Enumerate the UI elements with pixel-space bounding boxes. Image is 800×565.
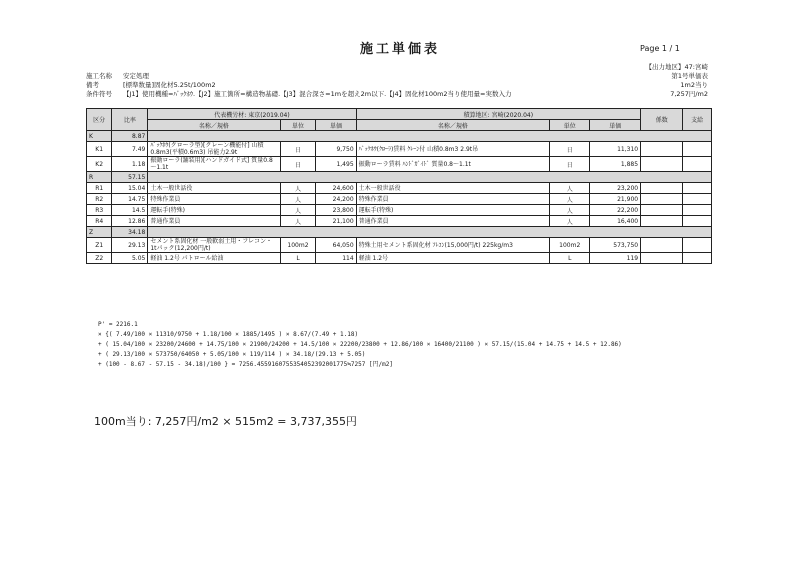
info-values — [123, 72, 512, 99]
table-header-row-2 — [87, 120, 712, 131]
unit-note: 1m2当り — [680, 81, 708, 89]
section-filler — [148, 131, 712, 142]
est-unit-cell: 100m2 — [550, 238, 590, 253]
cost-table — [86, 108, 712, 264]
rep-price-cell: 9,750 — [316, 142, 356, 157]
est-price-cell: 22,200 — [590, 205, 641, 216]
col-rep-group: 代表機労材: 東京(2019.04) — [148, 109, 356, 120]
pay-cell — [683, 142, 712, 157]
condition-text: 【J1】使用機種=ﾊﾞｯｸﾎｳ.【J2】施工箇所=構造物基礎.【J3】混合深さ=1mを超え2m以下.【J4】固化材100m2当り使用量=実数入力 — [123, 90, 512, 98]
result-line: 100m当り: 7,257円/m2 × 515m2 = 3,737,355円 — [94, 415, 357, 428]
section-row — [87, 172, 712, 183]
rep-name-cell: 特殊作業員 — [148, 194, 280, 205]
table-row — [87, 216, 712, 227]
rep-unit-cell: 日 — [280, 157, 316, 172]
section-filler — [148, 227, 712, 238]
sheet-number: 第1号単価表 — [671, 72, 708, 80]
rep-price-cell: 114 — [316, 253, 356, 264]
est-name-cell: 振動ローラ賃料 ﾊﾝﾄﾞｶﾞｲﾄﾞ 質量0.8～1.1t — [356, 157, 550, 172]
est-unit-cell: 人 — [550, 183, 590, 194]
table-body — [87, 131, 712, 264]
rep-name-cell: 普通作業員 — [148, 216, 280, 227]
pay-cell — [683, 194, 712, 205]
work-name-label: 施工名称 — [86, 72, 112, 80]
row-code: R2 — [87, 194, 112, 205]
pay-cell — [683, 157, 712, 172]
est-name-cell: 普通作業員 — [356, 216, 550, 227]
est-name-cell: 特殊作業員 — [356, 194, 550, 205]
calc-line: + (100 - 8.67 - 57.15 - 34.18)/100 } = 7256.45591607553540523920017​75≒7257 [円/m2] — [98, 361, 393, 368]
row-ratio: 14.5 — [112, 205, 148, 216]
row-ratio: 1.18 — [112, 157, 148, 172]
page-title: 施工単価表 — [359, 42, 440, 57]
section-ratio: 34.18 — [112, 227, 148, 238]
est-price-cell: 11,310 — [590, 142, 641, 157]
est-name-cell: 軽油 1.2号 — [356, 253, 550, 264]
table-header-row-1 — [87, 109, 712, 120]
est-price-cell: 21,900 — [590, 194, 641, 205]
rep-price-cell: 23,800 — [316, 205, 356, 216]
row-code: R3 — [87, 205, 112, 216]
rep-price-cell: 21,100 — [316, 216, 356, 227]
row-code: Z2 — [87, 253, 112, 264]
row-ratio: 5.05 — [112, 253, 148, 264]
col-pay: 支給 — [683, 109, 712, 131]
coef-cell — [641, 253, 683, 264]
col-kubun: 区分 — [87, 109, 112, 131]
row-code: R4 — [87, 216, 112, 227]
pay-cell — [683, 183, 712, 194]
section-filler — [148, 172, 712, 183]
row-code: K1 — [87, 142, 112, 157]
pay-cell — [683, 216, 712, 227]
section-row — [87, 131, 712, 142]
condition-label: 条件符号 — [86, 90, 112, 98]
est-unit-cell: 日 — [550, 157, 590, 172]
table-row — [87, 253, 712, 264]
unit-price: 7,257円/m2 — [670, 90, 708, 98]
rep-unit-cell: L — [280, 253, 316, 264]
note-label: 備考 — [86, 81, 99, 89]
col-coef: 係数 — [641, 109, 683, 131]
est-name-cell: ﾊﾞｯｸﾎｳ(ｸﾛｰﾗ)賃料 ｸﾚｰﾝ付 山積0.8m3 2.9t吊 — [356, 142, 550, 157]
row-code: R1 — [87, 183, 112, 194]
rep-price-cell: 24,200 — [316, 194, 356, 205]
table-row — [87, 157, 712, 172]
est-price-cell: 16,400 — [590, 216, 641, 227]
coef-cell — [641, 194, 683, 205]
pay-cell — [683, 205, 712, 216]
rep-unit-cell: 人 — [280, 194, 316, 205]
est-name-cell: 特殊土用セメント系固化材 ﾌﾚｺﾝ(15,000円/t) 225kg/m3 — [356, 238, 550, 253]
rep-price-cell: 1,495 — [316, 157, 356, 172]
table-row — [87, 183, 712, 194]
calc-line: P' = 2216.1 — [98, 321, 138, 328]
rep-unit-cell: 人 — [280, 216, 316, 227]
calc-line: × {( 7.49/100 × 11310/9750 + 1.18/100 × 1885/1495 ) × 8.67/(7.49 + 1.18) — [98, 331, 359, 338]
rep-name-cell: 土木一般世話役 — [148, 183, 280, 194]
output-region: 【出力地区】47:宮崎 — [645, 63, 708, 71]
table-row — [87, 205, 712, 216]
est-unit-cell: 日 — [550, 142, 590, 157]
est-price-cell: 573,750 — [590, 238, 641, 253]
section-code: K — [87, 131, 112, 142]
col-est-price: 単価 — [590, 120, 641, 131]
col-est-group: 積算地区: 宮崎(2020.04) — [356, 109, 640, 120]
est-name-cell: 土木一般世話役 — [356, 183, 550, 194]
est-name-cell: 運転手(特殊) — [356, 205, 550, 216]
coef-cell — [641, 216, 683, 227]
coef-cell — [641, 205, 683, 216]
info-labels — [86, 72, 112, 99]
rep-name-cell: ﾊﾞｯｸﾎｳ(クローラ型)[クレーン機能付] 山積0.8m3(平積0.6m3) 吊能力2.9t — [148, 142, 280, 157]
col-rep-unit: 単位 — [280, 120, 316, 131]
section-ratio: 8.87 — [112, 131, 148, 142]
rep-unit-cell: 日 — [280, 142, 316, 157]
table-row — [87, 238, 712, 253]
calculation-block — [98, 320, 622, 370]
section-code: R — [87, 172, 112, 183]
section-row — [87, 227, 712, 238]
est-unit-cell: L — [550, 253, 590, 264]
est-price-cell: 1,885 — [590, 157, 641, 172]
table-row — [87, 142, 712, 157]
row-ratio: 15.04 — [112, 183, 148, 194]
calc-line: + ( 29.13/100 × 573750/64050 + 5.05/100 × 119/114 ) × 34.18/(29.13 + 5.05) — [98, 351, 366, 358]
rep-name-cell: 軽油 1.2号 パトロール給油 — [148, 253, 280, 264]
table-row — [87, 194, 712, 205]
coef-cell — [641, 183, 683, 194]
row-ratio: 29.13 — [112, 238, 148, 253]
pay-cell — [683, 253, 712, 264]
est-unit-cell: 人 — [550, 216, 590, 227]
note-text: [標準数量]固化材5.25t/100m2 — [123, 81, 216, 89]
est-price-cell: 23,200 — [590, 183, 641, 194]
est-unit-cell: 人 — [550, 194, 590, 205]
rep-unit-cell: 人 — [280, 183, 316, 194]
col-rep-price: 単価 — [316, 120, 356, 131]
rep-unit-cell: 100m2 — [280, 238, 316, 253]
rep-name-cell: 運転手(特殊) — [148, 205, 280, 216]
pay-cell — [683, 238, 712, 253]
coef-cell — [641, 157, 683, 172]
row-code: K2 — [87, 157, 112, 172]
row-ratio: 7.49 — [112, 142, 148, 157]
rep-unit-cell: 人 — [280, 205, 316, 216]
section-code: Z — [87, 227, 112, 238]
col-est-unit: 単位 — [550, 120, 590, 131]
calc-line: + ( 15.04/100 × 23200/24600 + 14.75/100 × 21900/24200 + 14.5/100 × 22200/23800 + 12.86/100 × 16400/21100 ) × 57.15/(15.04 + 14.75 + 14.5 + 12.86) — [98, 341, 622, 348]
coef-cell — [641, 238, 683, 253]
col-rep-name: 名称／規格 — [148, 120, 280, 131]
est-unit-cell: 人 — [550, 205, 590, 216]
col-ratio: 比率 — [112, 109, 148, 131]
coef-cell — [641, 142, 683, 157]
header-right — [646, 63, 708, 99]
page-number: Page 1 / 1 — [640, 44, 680, 53]
row-ratio: 12.86 — [112, 216, 148, 227]
rep-name-cell: 振動ローラ(舗装用)[ハンドガイド式] 質量0.8～1.1t — [148, 157, 280, 172]
rep-price-cell: 24,600 — [316, 183, 356, 194]
col-est-name: 名称／規格 — [356, 120, 550, 131]
rep-name-cell: セメント系固化材 一般軟弱土用・フレコン・1tパック(12,200円/t) — [148, 238, 280, 253]
section-ratio: 57.15 — [112, 172, 148, 183]
row-ratio: 14.75 — [112, 194, 148, 205]
est-price-cell: 119 — [590, 253, 641, 264]
work-name: 安定処理 — [123, 72, 149, 80]
row-code: Z1 — [87, 238, 112, 253]
rep-price-cell: 64,050 — [316, 238, 356, 253]
